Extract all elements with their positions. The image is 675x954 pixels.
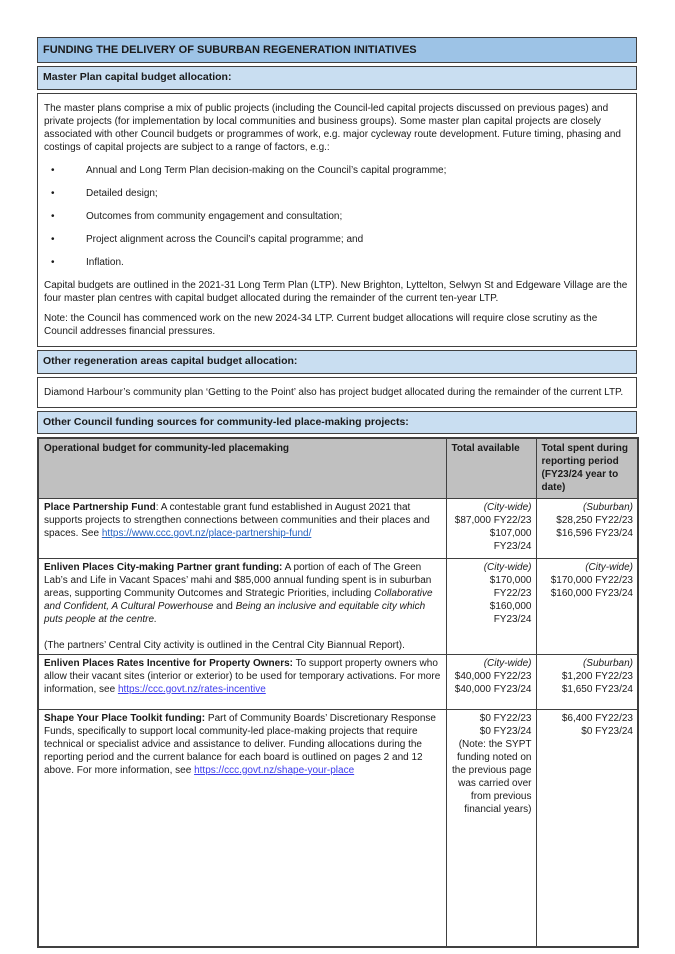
amount-line: $0 FY23/24 [479,725,532,737]
amount-line: $160,000 FY23/24 [489,600,532,625]
master-plan-heading: Master Plan capital budget allocation: [37,66,637,90]
table-row-enliven-places-partner-grant [38,558,638,654]
capital-budgets-paragraph: Capital budgets are outlined in the 2021-31 Long Term Plan (LTP). New Brighton, Lyttelton, Selwyn St and Edgeware Village are the four master plan centres with capital budget allocated during the remainder of the current ten-year LTP. [44,279,628,304]
description-paragraph [44,561,441,626]
other-regeneration-heading: Other regeneration areas capital budget allocation: [37,350,637,374]
master-plan-body-box [37,93,637,347]
funding-title-banner: FUNDING THE DELIVERY OF SUBURBAN REGENERATION INITIATIVES [37,37,637,63]
scope-note: (City-wide) [483,657,532,669]
funding-table [37,437,639,948]
description-text: To support property owners who allow their vacant sites (interior or exterior) to be used for temporary activations. For more information, see [44,657,441,695]
description-text: Part of Community Boards’ Discretionary Response Funds, specifically to support local community-led place-making projects that require technical or specialist advice and assistance to deliver. Funding allocations during the reporting period and the current balance for each board is outlined on pages 2 and 12 above. For more information, see [44,712,436,776]
other-funding-heading: Other Council funding sources for community-led place-making projects: [37,411,637,435]
factors-list [44,164,630,269]
header-total-spent: Total spent during reporting period (FY23/24 year to date) [536,438,638,498]
amount-line: $170,000 FY22/23 [489,574,532,599]
amount-line: $40,000 FY23/24 [454,683,532,695]
table-row-place-partnership-fund [38,498,638,558]
description-paragraph [44,639,441,652]
document-page [37,37,637,948]
row-description-cell [38,654,446,709]
list-item: • Project alignment across the Council’s capital programme; and [44,233,630,246]
list-item: • Detailed design; [44,187,630,200]
row-title: Shape Your Place Toolkit funding: [44,712,206,724]
scope-note: (City-wide) [585,561,633,573]
description-text: Being an inclusive and equitable city which puts people at the centre. [44,600,426,625]
description-text: : A contestable grant fund established in August 2021 that supports projects to strengthen connections between communities and their places and spaces. See [44,501,430,539]
header-operational-budget: Operational budget for community-led placemaking [38,438,446,498]
row-description-cell [38,709,446,947]
amount-line: $16,596 FY23/24 [556,527,633,539]
description-paragraph [44,657,441,696]
ccc-govt-link[interactable]: https://www.ccc.govt.nz/place-partnership-fund/ [101,527,312,539]
amount-line: $40,000 FY22/23 [454,670,532,682]
row-description-cell [38,558,446,654]
ccc-govt-link[interactable]: https://ccc.govt.nz/rates-incentive [117,683,266,695]
row-description-cell [38,498,446,558]
amount-line: $87,000 FY22/23 [454,514,532,526]
table-row-shape-your-place-toolkit [38,709,638,947]
scope-note: (Suburban) [582,501,633,513]
diamond-harbour-paragraph: Diamond Harbour’s community plan ‘Getting to the Point’ also has project budget allocated during the remainder of the current LTP. [44,386,624,398]
amount-line: $170,000 FY22/23 [550,574,633,586]
amount-line: $0 FY22/23 [479,712,532,724]
ccc-govt-link[interactable]: https://ccc.govt.nz/shape-your-place [194,764,355,776]
description-paragraph [44,501,441,540]
description-text: and [213,600,236,612]
total-spent-cell [536,498,638,558]
row-title: Enliven Places Rates Incentive for Property Owners: [44,657,293,669]
scope-note: (City-wide) [483,501,532,513]
scope-note: (City-wide) [483,561,532,573]
note-paragraph: Note: the Council has commenced work on the new 2024-34 LTP. Current budget allocations will require close scrutiny as the Council addresses financial pressures. [44,312,598,337]
list-item: • Outcomes from community engagement and consultation; [44,210,630,223]
description-text: A portion of each of The Green Lab’s and Life in Vacant Spaces’ mahi and $85,000 annual funding spent is in suburban areas, supporting Community Outcomes and Strategic Priorities, including [44,561,432,599]
header-total-available: Total available [446,438,536,498]
intro-paragraph: The master plans comprise a mix of public projects (including the Council-led capital projects discussed on previous pages) and private projects (for implementation by local communities and business groups). Some master plan capital projects are closely associated with other Council budgets or programmes of work, e.g. major cycleway route development. Future timing, phasing and costings of capital projects are subject to a range of factors, e.g.: [44,102,621,153]
table-header-row [38,438,638,498]
description-paragraph [44,712,441,777]
table-row-enliven-places-rates-incentive [38,654,638,709]
total-available-cell [446,654,536,709]
total-available-cell [446,709,536,947]
amount-line: $107,000 FY23/24 [489,527,532,552]
total-spent-cell [536,558,638,654]
amount-line: $1,200 FY22/23 [561,670,633,682]
description-text: (The partners’ Central City activity is outlined in the Central City Biannual Report). [44,639,405,651]
amount-line: (Note: the SYPT funding noted on the previous page was carried over from previous financial years) [451,738,532,815]
total-available-cell [446,498,536,558]
other-regeneration-body-box [37,377,637,408]
total-spent-cell [536,709,638,947]
row-title: Enliven Places City-making Partner grant funding: [44,561,283,573]
amount-line: $6,400 FY22/23 [561,712,633,724]
list-item: • Inflation. [44,256,630,269]
list-item: • Annual and Long Term Plan decision-making on the Council’s capital programme; [44,164,630,177]
amount-line: $160,000 FY23/24 [550,587,633,599]
description-text: Collaborative and Confident, A Cultural Powerhouse [44,587,433,612]
total-available-cell [446,558,536,654]
amount-line: $1,650 FY23/24 [561,683,633,695]
amount-line: $0 FY23/24 [581,725,633,737]
row-title: Place Partnership Fund [44,501,156,513]
scope-note: (Suburban) [582,657,633,669]
total-spent-cell [536,654,638,709]
amount-line: $28,250 FY22/23 [556,514,633,526]
